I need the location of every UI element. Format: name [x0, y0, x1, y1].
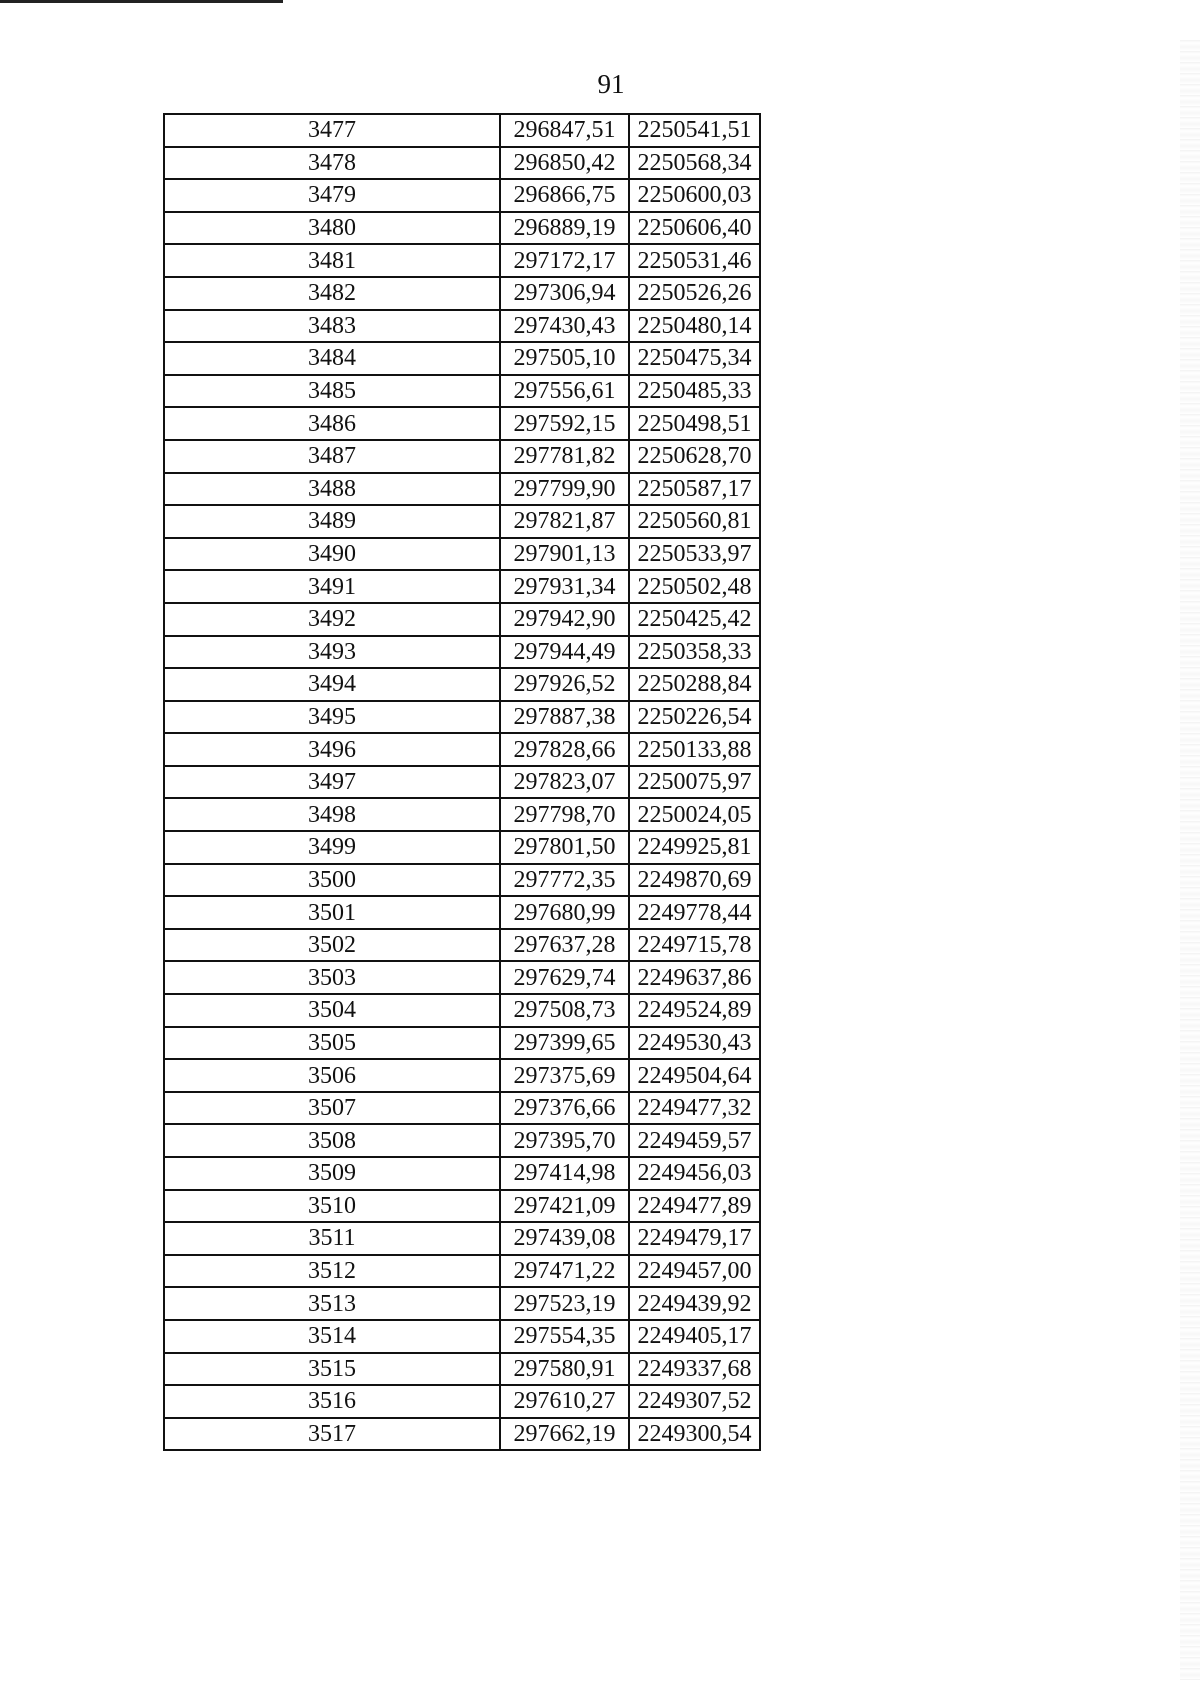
point-number-cell: 3514 — [164, 1320, 500, 1353]
x-coordinate-cell: 297421,09 — [500, 1190, 629, 1223]
point-number-cell: 3481 — [164, 244, 500, 277]
point-number-cell: 3492 — [164, 603, 500, 636]
table-row — [164, 766, 760, 799]
x-coordinate-cell: 297798,70 — [500, 798, 629, 831]
y-coordinate-cell: 2250560,81 — [629, 505, 760, 538]
x-coordinate-cell: 297662,19 — [500, 1418, 629, 1451]
point-number-cell: 3483 — [164, 310, 500, 343]
y-coordinate-cell: 2249715,78 — [629, 929, 760, 962]
x-coordinate-cell: 297781,82 — [500, 440, 629, 473]
y-coordinate-cell: 2250425,42 — [629, 603, 760, 636]
y-coordinate-cell: 2250502,48 — [629, 570, 760, 603]
point-number-cell: 3512 — [164, 1255, 500, 1288]
x-coordinate-cell: 297172,17 — [500, 244, 629, 277]
point-number-cell: 3508 — [164, 1124, 500, 1157]
point-number-cell: 3479 — [164, 179, 500, 212]
x-coordinate-cell: 297395,70 — [500, 1124, 629, 1157]
y-coordinate-cell: 2250533,97 — [629, 538, 760, 571]
y-coordinate-cell: 2249477,32 — [629, 1092, 760, 1125]
y-coordinate-cell: 2250475,34 — [629, 342, 760, 375]
coordinates-table — [163, 113, 761, 1451]
table-row — [164, 179, 760, 212]
table-row — [164, 929, 760, 962]
point-number-cell: 3513 — [164, 1287, 500, 1320]
table-row — [164, 1353, 760, 1386]
point-number-cell: 3480 — [164, 212, 500, 245]
coordinates-table-body — [164, 114, 760, 1450]
y-coordinate-cell: 2249524,89 — [629, 994, 760, 1027]
x-coordinate-cell: 297523,19 — [500, 1287, 629, 1320]
table-row — [164, 244, 760, 277]
x-coordinate-cell: 297508,73 — [500, 994, 629, 1027]
y-coordinate-cell: 2250606,40 — [629, 212, 760, 245]
table-row — [164, 473, 760, 506]
table-row — [164, 505, 760, 538]
point-number-cell: 3507 — [164, 1092, 500, 1125]
point-number-cell: 3502 — [164, 929, 500, 962]
x-coordinate-cell: 297414,98 — [500, 1157, 629, 1190]
table-row — [164, 1092, 760, 1125]
table-row — [164, 636, 760, 669]
x-coordinate-cell: 297375,69 — [500, 1059, 629, 1092]
y-coordinate-cell: 2250358,33 — [629, 636, 760, 669]
table-row — [164, 798, 760, 831]
table-row — [164, 961, 760, 994]
table-row — [164, 701, 760, 734]
table-row — [164, 1124, 760, 1157]
y-coordinate-cell: 2249778,44 — [629, 896, 760, 929]
y-coordinate-cell: 2250568,34 — [629, 147, 760, 180]
x-coordinate-cell: 296847,51 — [500, 114, 629, 147]
x-coordinate-cell: 297944,49 — [500, 636, 629, 669]
x-coordinate-cell: 297637,28 — [500, 929, 629, 962]
x-coordinate-cell: 297887,38 — [500, 701, 629, 734]
table-row — [164, 1157, 760, 1190]
table-row — [164, 1418, 760, 1451]
x-coordinate-cell: 297772,35 — [500, 864, 629, 897]
point-number-cell: 3506 — [164, 1059, 500, 1092]
table-row — [164, 1385, 760, 1418]
point-number-cell: 3509 — [164, 1157, 500, 1190]
table-row — [164, 114, 760, 147]
point-number-cell: 3495 — [164, 701, 500, 734]
table-row — [164, 1320, 760, 1353]
y-coordinate-cell: 2250526,26 — [629, 277, 760, 310]
point-number-cell: 3493 — [164, 636, 500, 669]
point-number-cell: 3482 — [164, 277, 500, 310]
point-number-cell: 3511 — [164, 1222, 500, 1255]
table-row — [164, 603, 760, 636]
y-coordinate-cell: 2249479,17 — [629, 1222, 760, 1255]
point-number-cell: 3499 — [164, 831, 500, 864]
x-coordinate-cell: 297799,90 — [500, 473, 629, 506]
x-coordinate-cell: 297828,66 — [500, 733, 629, 766]
point-number-cell: 3517 — [164, 1418, 500, 1451]
point-number-cell: 3486 — [164, 407, 500, 440]
y-coordinate-cell: 2250133,88 — [629, 733, 760, 766]
table-row — [164, 1059, 760, 1092]
point-number-cell: 3515 — [164, 1353, 500, 1386]
table-row — [164, 1255, 760, 1288]
x-coordinate-cell: 297592,15 — [500, 407, 629, 440]
y-coordinate-cell: 2249477,89 — [629, 1190, 760, 1223]
table-row — [164, 342, 760, 375]
point-number-cell: 3505 — [164, 1027, 500, 1060]
y-coordinate-cell: 2249405,17 — [629, 1320, 760, 1353]
table-row — [164, 277, 760, 310]
x-coordinate-cell: 297901,13 — [500, 538, 629, 571]
x-coordinate-cell: 297376,66 — [500, 1092, 629, 1125]
point-number-cell: 3490 — [164, 538, 500, 571]
point-number-cell: 3485 — [164, 375, 500, 408]
y-coordinate-cell: 2250075,97 — [629, 766, 760, 799]
table-row — [164, 212, 760, 245]
y-coordinate-cell: 2250587,17 — [629, 473, 760, 506]
y-coordinate-cell: 2250541,51 — [629, 114, 760, 147]
x-coordinate-cell: 297556,61 — [500, 375, 629, 408]
x-coordinate-cell: 296850,42 — [500, 147, 629, 180]
point-number-cell: 3510 — [164, 1190, 500, 1223]
x-coordinate-cell: 297471,22 — [500, 1255, 629, 1288]
x-coordinate-cell: 297823,07 — [500, 766, 629, 799]
y-coordinate-cell: 2249307,52 — [629, 1385, 760, 1418]
table-row — [164, 896, 760, 929]
point-number-cell: 3489 — [164, 505, 500, 538]
point-number-cell: 3477 — [164, 114, 500, 147]
x-coordinate-cell: 297580,91 — [500, 1353, 629, 1386]
x-coordinate-cell: 297399,65 — [500, 1027, 629, 1060]
y-coordinate-cell: 2249637,86 — [629, 961, 760, 994]
table-row — [164, 1287, 760, 1320]
y-coordinate-cell: 2249456,03 — [629, 1157, 760, 1190]
table-row — [164, 831, 760, 864]
y-coordinate-cell: 2250600,03 — [629, 179, 760, 212]
y-coordinate-cell: 2249530,43 — [629, 1027, 760, 1060]
table-row — [164, 310, 760, 343]
point-number-cell: 3488 — [164, 473, 500, 506]
y-coordinate-cell: 2249925,81 — [629, 831, 760, 864]
y-coordinate-cell: 2250024,05 — [629, 798, 760, 831]
table-row — [164, 668, 760, 701]
y-coordinate-cell: 2249870,69 — [629, 864, 760, 897]
table-row — [164, 1222, 760, 1255]
x-coordinate-cell: 297680,99 — [500, 896, 629, 929]
x-coordinate-cell: 296866,75 — [500, 179, 629, 212]
top-rule — [0, 0, 283, 3]
x-coordinate-cell: 297306,94 — [500, 277, 629, 310]
point-number-cell: 3494 — [164, 668, 500, 701]
point-number-cell: 3498 — [164, 798, 500, 831]
table-row — [164, 147, 760, 180]
y-coordinate-cell: 2250480,14 — [629, 310, 760, 343]
x-coordinate-cell: 297629,74 — [500, 961, 629, 994]
y-coordinate-cell: 2249439,92 — [629, 1287, 760, 1320]
table-row — [164, 570, 760, 603]
point-number-cell: 3516 — [164, 1385, 500, 1418]
table-row — [164, 407, 760, 440]
y-coordinate-cell: 2250498,51 — [629, 407, 760, 440]
x-coordinate-cell: 297430,43 — [500, 310, 629, 343]
table-row — [164, 538, 760, 571]
y-coordinate-cell: 2250628,70 — [629, 440, 760, 473]
point-number-cell: 3504 — [164, 994, 500, 1027]
point-number-cell: 3491 — [164, 570, 500, 603]
y-coordinate-cell: 2250226,54 — [629, 701, 760, 734]
point-number-cell: 3496 — [164, 733, 500, 766]
point-number-cell: 3487 — [164, 440, 500, 473]
y-coordinate-cell: 2249504,64 — [629, 1059, 760, 1092]
table-row — [164, 864, 760, 897]
x-coordinate-cell: 297554,35 — [500, 1320, 629, 1353]
table-row — [164, 375, 760, 408]
y-coordinate-cell: 2249300,54 — [629, 1418, 760, 1451]
x-coordinate-cell: 297926,52 — [500, 668, 629, 701]
x-coordinate-cell: 297801,50 — [500, 831, 629, 864]
y-coordinate-cell: 2250485,33 — [629, 375, 760, 408]
point-number-cell: 3500 — [164, 864, 500, 897]
y-coordinate-cell: 2249459,57 — [629, 1124, 760, 1157]
x-coordinate-cell: 297439,08 — [500, 1222, 629, 1255]
y-coordinate-cell: 2249457,00 — [629, 1255, 760, 1288]
table-row — [164, 1190, 760, 1223]
table-row — [164, 440, 760, 473]
y-coordinate-cell: 2250531,46 — [629, 244, 760, 277]
y-coordinate-cell: 2250288,84 — [629, 668, 760, 701]
point-number-cell: 3484 — [164, 342, 500, 375]
x-coordinate-cell: 297610,27 — [500, 1385, 629, 1418]
table-row — [164, 994, 760, 1027]
y-coordinate-cell: 2249337,68 — [629, 1353, 760, 1386]
x-coordinate-cell: 297931,34 — [500, 570, 629, 603]
x-coordinate-cell: 297505,10 — [500, 342, 629, 375]
point-number-cell: 3501 — [164, 896, 500, 929]
page-number: 91 — [597, 69, 625, 99]
point-number-cell: 3478 — [164, 147, 500, 180]
scan-edge-noise — [1180, 40, 1200, 1680]
table-row — [164, 1027, 760, 1060]
point-number-cell: 3497 — [164, 766, 500, 799]
point-number-cell: 3503 — [164, 961, 500, 994]
x-coordinate-cell: 296889,19 — [500, 212, 629, 245]
x-coordinate-cell: 297821,87 — [500, 505, 629, 538]
x-coordinate-cell: 297942,90 — [500, 603, 629, 636]
table-row — [164, 733, 760, 766]
